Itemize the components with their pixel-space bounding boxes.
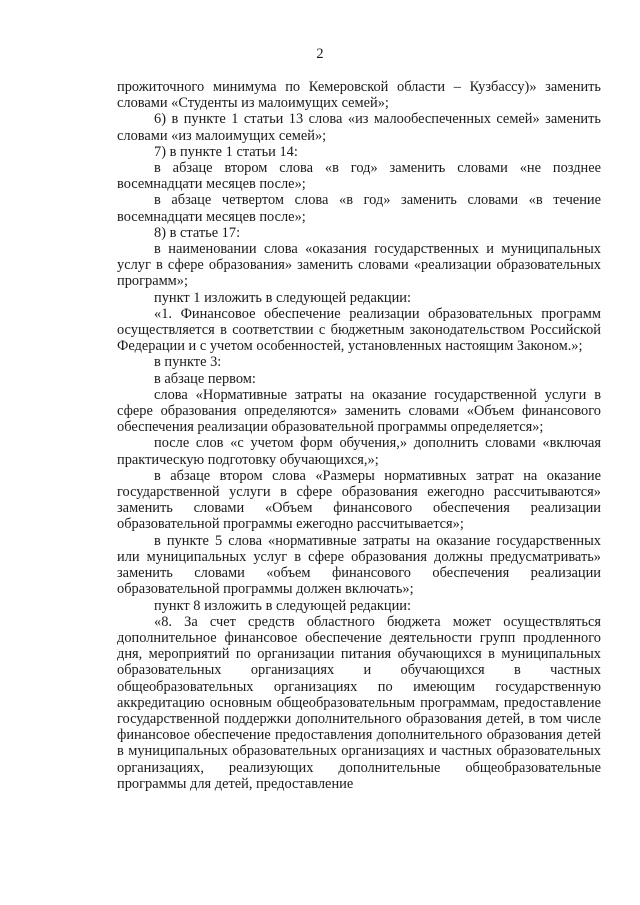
paragraph: в пункте 5 слова «нормативные затраты на оказание государственных или муниципальных услуг в сфере образования должны предусматривать» заменить словами «объем финансового обеспечения реализации образовательной программы должен включать»;	[117, 532, 601, 598]
paragraph: «1. Финансовое обеспечение реализации образовательных программ осуществляется в соответствии с бюджетным законодательством Российской Федерации и с учетом особенностей, установленных настоящим Законом.»;	[117, 305, 601, 355]
paragraph: в абзаце четвертом слова «в год» заменить словами «в течение восемнадцати месяцев после»;	[117, 192, 601, 225]
document-body	[117, 79, 601, 792]
paragraph: 6) в пункте 1 статьи 13 слова «из малообеспеченных семей» заменить словами «из малоимущих семей»;	[117, 111, 601, 144]
paragraph: прожиточного минимума по Кемеровской области – Кузбассу)» заменить словами «Студенты из малоимущих семей»;	[117, 79, 601, 112]
paragraph: в абзаце первом:	[154, 370, 256, 387]
paragraph: в пункте 3:	[154, 354, 222, 371]
paragraph: в наименовании слова «оказания государственных и муниципальных услуг в сфере образования» заменить словами «реализации образовательных программ»;	[117, 241, 601, 290]
paragraph: пункт 8 изложить в следующей редакции:	[154, 597, 411, 614]
paragraph: в абзаце втором слова «в год» заменить словами «не позднее восемнадцати месяцев после»;	[117, 160, 601, 193]
paragraph: после слов «с учетом форм обучения,» дополнить словами «включая практическую подготовку обучающихся,»;	[117, 435, 601, 468]
page-number: 2	[316, 46, 324, 62]
paragraph: «8. За счет средств областного бюджета может осуществляться дополнительное финансовое обеспечение деятельности групп продленного дня, мероприятий по организации питания обучающихся в муниципальных образовательных организациях и обучающихся в частных общеобразовательных организациях по имеющим государственную аккредитацию основным общеобразовательным программам, предоставление государственной поддержки дополнительного образования детей, в том числе финансовое обеспечение предоставления дополнительного образования детей в муниципальных образовательных организациях и частных образовательных организациях, реализующих дополнительные общеобразовательные программы для детей, предоставление	[117, 613, 601, 792]
paragraph: в абзаце втором слова «Размеры нормативных затрат на оказание государственной услуги в сфере образования ежегодно рассчитываются» заменить словами «Объем финансового обеспечения реализации образовательной программы ежегодно рассчитывается»;	[117, 467, 601, 533]
paragraph: пункт 1 изложить в следующей редакции:	[154, 289, 411, 306]
paragraph: 7) в пункте 1 статьи 14:	[154, 143, 298, 160]
paragraph: 8) в статье 17:	[154, 224, 241, 241]
paragraph: слова «Нормативные затраты на оказание государственной услуги в сфере образования определяются» заменить словами «Объем финансового обеспечения реализации образовательной программы определяется»;	[117, 386, 601, 436]
